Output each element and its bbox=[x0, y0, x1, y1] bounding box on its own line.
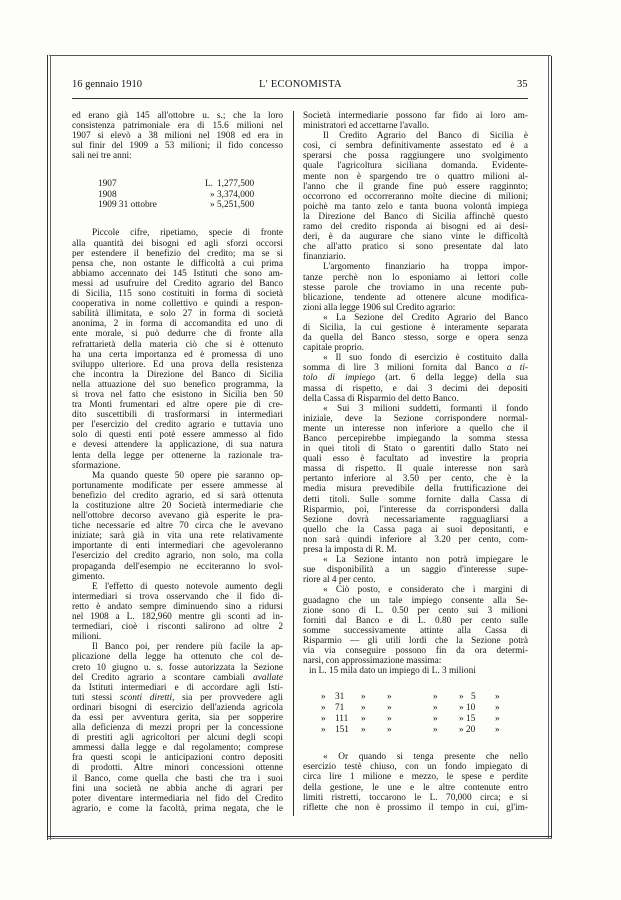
ditto-mark: » bbox=[433, 692, 438, 703]
text-line: solo di questi enti potè essere ammesso al fido bbox=[72, 430, 283, 441]
table-amount: 1,277,500 bbox=[217, 179, 255, 190]
table-row bbox=[303, 714, 528, 724]
ditto-mark: » bbox=[321, 692, 326, 703]
text-line bbox=[303, 373, 528, 383]
text-line: la costituzione altre 20 Società intermediarie che bbox=[72, 501, 283, 511]
text-line: creto 10 giugno u. s. fosse autorizzata la Sezione bbox=[72, 662, 283, 673]
ditto-mark: » bbox=[495, 692, 500, 703]
text-line: « Ciò posto, e considerato che i margini di bbox=[323, 585, 528, 596]
header-date: 16 gennaio 1910 bbox=[72, 79, 142, 90]
text-line: massa di rispetto, e dai 3 decimi dei depositi bbox=[303, 383, 528, 394]
paragraph bbox=[303, 313, 528, 353]
text-line: gimento. bbox=[72, 571, 105, 582]
text-line: retto è andato sempre diminuendo sino a ridursi bbox=[72, 601, 283, 612]
text-line: ramo del credito risponda ai bisogni ed ai desi- bbox=[303, 222, 528, 233]
italic-text: sconti diretti bbox=[119, 692, 173, 703]
page-frame-right bbox=[548, 56, 552, 838]
text-line: esercizio testè chiuso, con un fondo impiegato di bbox=[303, 762, 528, 773]
text-line: ente morale, si può dedurre che di fronte alla bbox=[72, 329, 283, 340]
table-profit: 71 bbox=[335, 703, 345, 714]
text-line: di Sicilia, 115 sono costituiti in forma di società bbox=[72, 289, 283, 300]
text-line: per estendere il benefizio del credito; ma se si bbox=[72, 248, 283, 259]
text-line: da quella del Banco stesso, sorge e opera senza bbox=[303, 333, 528, 344]
table-investment: 10 bbox=[466, 703, 476, 714]
text-line: l'esercizio del credito agrario, non solo, ma colla bbox=[72, 551, 283, 562]
table-row bbox=[303, 692, 528, 702]
paragraph bbox=[303, 111, 528, 131]
text-line: in L. 15 mila dato un impiego di L. 3 milioni bbox=[309, 666, 476, 677]
text-line: termediari, cioè i risconti salirono ad oltre 2 bbox=[72, 622, 283, 633]
column-divider bbox=[293, 111, 294, 816]
text-line: 1907 si elevò a 38 milioni nel 1908 ed era in bbox=[72, 131, 283, 142]
text-line: alla deficienza di mezzi propri per la concessione bbox=[72, 723, 283, 734]
text-line: circa lire 1 milione e mezzo, le spese e perdite bbox=[303, 772, 528, 783]
paragraph bbox=[72, 642, 283, 814]
text-line: finanziario. bbox=[303, 252, 346, 263]
ditto-mark: » bbox=[495, 703, 500, 714]
text-line: dito suscettibili di trasformarsi in intermediari bbox=[72, 410, 283, 421]
text-line: mente un interesse non inferiore a quello che il bbox=[303, 423, 528, 434]
text-line: « La Sezione intanto non potrà impiegare le bbox=[323, 555, 528, 566]
paragraph bbox=[303, 262, 528, 312]
italic-text: tolo di impiego bbox=[303, 373, 376, 384]
text-line: fini una società ne abbia anche di agrari per bbox=[72, 783, 283, 794]
italic-text: avallate bbox=[253, 672, 283, 683]
text-line: stesse parole che troviamo in una recente pub- bbox=[303, 282, 528, 293]
table-investment: 5 bbox=[471, 692, 476, 703]
text-line: milioni. bbox=[72, 632, 102, 643]
text-line: capitale proprio. bbox=[303, 343, 364, 354]
page-frame-bottom bbox=[47, 836, 552, 839]
text-line: « Or quando si tenga presente che nello bbox=[323, 752, 528, 763]
text-line: pensa che, non ostante le difficoltà a cui prima bbox=[72, 258, 283, 269]
ditto-mark: » bbox=[495, 713, 500, 724]
text-line bbox=[72, 673, 283, 683]
text-line: ordinari bisogni di esercizio dell'azienda agricola bbox=[72, 702, 283, 713]
journal-title: L' ECONOMISTA bbox=[259, 79, 342, 90]
text-line: in quei titoli di Stato o garentiti dallo Stato nei bbox=[303, 444, 528, 455]
text-line: deri, è da augurare che siano vinte le difficoltà bbox=[303, 232, 528, 243]
text-line: cooperativa in nome collettivo e quindi a respon- bbox=[72, 299, 283, 310]
text-line bbox=[72, 693, 283, 703]
text-line: la Direzione del Banco di Sicilia affinchè questo bbox=[303, 211, 528, 222]
text-line: lenta della legge per ottenerne la razionale tra- bbox=[72, 450, 283, 461]
ditto-mark: » bbox=[387, 692, 392, 703]
text-line: tanze perchè non lo esponiamo ai lettori colle bbox=[303, 272, 528, 283]
text-line: detti titoli. Sulle somme fornite dalla Cassa di bbox=[303, 494, 528, 505]
text-line: poichè ma tanto zelo e tanta buona volontà impiega bbox=[303, 201, 528, 212]
text-line: il Banco, come quella che basti che tra i suoi bbox=[72, 773, 283, 784]
text-line: ed erano già 145 all'ottobre u. s.; che la loro bbox=[72, 111, 283, 121]
text-line: Banco percepirebbe impiegando la somma stessa bbox=[303, 434, 528, 444]
table-currency: » bbox=[210, 199, 215, 210]
text-line: quali esso è facultato ad investire la propria bbox=[303, 454, 528, 465]
text-line: importante di enti intermediari che agevoleranno bbox=[72, 541, 283, 552]
ditto-mark: » bbox=[459, 692, 464, 703]
header-rule bbox=[72, 98, 528, 99]
text-line: ministratori ed accettarne l'avallo. bbox=[303, 121, 430, 132]
text-line: media misura prevedibile della fruttificazione dei bbox=[303, 484, 528, 495]
text-line: « Il suo fondo di esercizio è costituito dalla bbox=[323, 353, 528, 364]
text-line: occorrono ed occorreranno molte diecine di milioni; bbox=[303, 191, 528, 202]
ditto-mark: » bbox=[433, 703, 438, 714]
text-line: Sezione dovrà necessariamente ragguagliarsi a bbox=[303, 514, 528, 525]
text-line: da Istituti intermediari e di accordare agli Isti- bbox=[72, 682, 283, 693]
text-line: l'anno che il grande fine può essere ragginnto; bbox=[303, 181, 528, 192]
text-line: presa la imposta di R. M. bbox=[303, 545, 397, 556]
text-line: ha una certa importanza ed è promessa di uno bbox=[72, 349, 283, 360]
text-line: di prestiti agli agricoltori per alcuni degli scopi bbox=[72, 733, 283, 744]
text-line: zione sono di L. 0.50 per cento sui 3 milioni bbox=[303, 605, 528, 616]
text-line: fra questi scopi le anticipazioni contro depositi bbox=[72, 753, 283, 764]
text-line: sali nei tre anni: bbox=[72, 151, 132, 162]
text-line: via via conseguire possono fin da ora determi- bbox=[303, 645, 528, 656]
text-line: della Cassa di Risparmio del detto Banco. bbox=[303, 393, 459, 404]
table-row bbox=[303, 703, 528, 713]
ditto-mark: » bbox=[433, 724, 438, 735]
text-line: blicazione, tendente ad ottenere alcune modifica- bbox=[303, 292, 528, 303]
text-line: somme successivamente attinte alla Cassa di bbox=[303, 625, 528, 636]
text-line: quale l'agricoltura siciliana domanda. Evidente- bbox=[303, 161, 528, 172]
text-line: limiti ristretti, toccarono le L. 70,000 circa; e si bbox=[303, 792, 528, 803]
ditto-mark: » bbox=[433, 713, 438, 724]
table-currency: L. bbox=[205, 179, 214, 190]
text-line: ammessi dalla legge e dal regolamento; comprese bbox=[72, 743, 283, 754]
text-line: forniti dal Banco e di L. 0.80 per cento sulle bbox=[303, 615, 528, 626]
text-line: riore al 4 per cento. bbox=[303, 575, 376, 586]
text-line: sformazione. bbox=[72, 460, 121, 471]
text-line: poter diventare intermediaria nel fido del Credito bbox=[72, 793, 283, 804]
table-amount: 3,374,000 bbox=[217, 189, 255, 200]
ditto-mark: » bbox=[387, 713, 392, 724]
text-line bbox=[303, 363, 528, 373]
table-row bbox=[72, 179, 283, 189]
ditto-mark: » bbox=[459, 713, 464, 724]
text-line: abbiamo accennato dei 145 Istituti che sono am- bbox=[72, 268, 283, 279]
paragraph bbox=[303, 555, 528, 585]
text-line: L'argomento finanziario ha troppa impor- bbox=[323, 262, 528, 273]
table-currency: » bbox=[210, 189, 215, 200]
text-line: e devesi attendere la applicazione, di sua natura bbox=[72, 440, 283, 451]
text-segment: tuti stessi bbox=[72, 692, 120, 703]
text-line: riflette che non è prossimo il tempo in cui, gl'im- bbox=[303, 802, 528, 813]
text-line: della gestione, le une e le altre contenute entro bbox=[303, 782, 528, 793]
text-line: zioni alla legge 1906 sul Credito agrario: bbox=[303, 302, 456, 313]
text-line: nell'ottobre decorso avevano già esperite le pra- bbox=[72, 511, 283, 522]
text-segment: somma di lire 3 milioni fornita dal Banco bbox=[303, 363, 507, 374]
paragraph bbox=[303, 131, 528, 262]
text-line: che incontra la Direzione del Banco di Sicilia bbox=[72, 369, 283, 380]
text-line: messi ad usufruire del Credito agrario del Banco bbox=[72, 278, 283, 289]
right-column bbox=[303, 111, 528, 813]
page-frame-left bbox=[47, 55, 51, 840]
text-line: Ma quando queste 50 opere pie saranno op- bbox=[92, 470, 283, 481]
text-line: guadagno che un tale impiego consente alla Se- bbox=[303, 595, 528, 606]
ditto-mark: » bbox=[459, 724, 464, 735]
ditto-mark: » bbox=[361, 703, 366, 714]
table-profit: 151 bbox=[335, 724, 349, 735]
paragraph bbox=[72, 111, 283, 161]
ditto-mark: » bbox=[459, 703, 464, 714]
paragraph bbox=[72, 228, 283, 470]
text-line: Il Credito Agrario del Banco di Sicilia è bbox=[323, 131, 528, 142]
paragraph bbox=[72, 582, 283, 643]
left-column bbox=[72, 111, 283, 814]
table-profit: 31 bbox=[335, 692, 345, 703]
table-year: 1909 31 ottobre bbox=[98, 199, 157, 210]
text-line: massa di rispetto. Il quale interesse non sarà bbox=[303, 464, 528, 475]
text-segment: del Credito agrario a scontare cambiali bbox=[72, 672, 254, 683]
profit-table bbox=[303, 676, 528, 752]
table-year: 1908 bbox=[98, 189, 117, 200]
text-line: iniziale, deve la Sezione corrispondere normal- bbox=[303, 413, 528, 424]
text-line: pertanto inferiore al 3.50 per cento, che è la bbox=[303, 474, 528, 485]
ditto-mark: » bbox=[387, 703, 392, 714]
text-line: sul finir del 1909 a 53 milioni; il fido concesso bbox=[72, 141, 283, 152]
table-row bbox=[72, 190, 283, 200]
text-line: nella attuazione del suo benefico programma, la bbox=[72, 379, 283, 390]
text-line: Piccole cifre, ripetiamo, specie di fronte bbox=[92, 228, 283, 239]
page-number: 35 bbox=[517, 79, 528, 90]
paragraph bbox=[303, 404, 528, 555]
ditto-mark: » bbox=[321, 703, 326, 714]
text-line: di Sicilia, la cui gestione è interamente separata bbox=[303, 322, 528, 333]
table-investment: 20 bbox=[466, 724, 476, 735]
text-line: benefizio del credito agrario, ed si sarà ottenuta bbox=[72, 490, 283, 501]
text-line: sperarsi che possa raggiungere uno svolgimento bbox=[303, 151, 528, 162]
table-amount: 5,251,500 bbox=[217, 199, 255, 210]
text-line: Società intermediarie possono far fido ai loro am- bbox=[303, 111, 528, 121]
text-line: nel 1908 a L. 182,960 mentre gli sconti ad in- bbox=[72, 612, 283, 623]
paragraph bbox=[303, 752, 528, 813]
ditto-mark: » bbox=[495, 724, 500, 735]
text-line: per l'esercizio del credito agrario e tuttavia uno bbox=[72, 420, 283, 431]
text-line: refrattarietà della materia ciò che si è ottenuto bbox=[72, 339, 283, 350]
ditto-mark: » bbox=[361, 692, 366, 703]
table-profit: 111 bbox=[335, 713, 349, 724]
page-frame-top bbox=[49, 55, 551, 56]
text-line: mente non è spargendo tre o quattro milioni al- bbox=[303, 171, 528, 182]
text-segment: (art. 6 della legge) della sua bbox=[375, 373, 528, 384]
text-line: non sarà quindi inferiore al 3.20 per cento, com- bbox=[303, 534, 528, 545]
text-line: Il Banco poi, per rendere più facile la ap- bbox=[92, 642, 283, 653]
text-line: anonima, 2 in forma di accomandita ed uno di bbox=[72, 319, 283, 330]
ditto-mark: » bbox=[321, 724, 326, 735]
text-line: tiche necessarie ed altre 70 circa che le avevano bbox=[72, 521, 283, 532]
ditto-mark: » bbox=[361, 713, 366, 724]
text-line: plicazione della legge ha ottenuto che col de- bbox=[72, 652, 283, 663]
text-line: Risparmio — gli utili lordi che la Sezione potrà bbox=[303, 635, 528, 646]
ditto-mark: » bbox=[361, 724, 366, 735]
text-line: sviluppo ulteriore. Ed una prova della resistenza bbox=[72, 359, 283, 370]
text-line: E l'effetto di questo notevole aumento degli bbox=[92, 581, 283, 592]
text-line: che all'atto pratico si sono presentate dal lato bbox=[303, 242, 528, 253]
paragraph bbox=[303, 353, 528, 403]
ditto-mark: » bbox=[387, 724, 392, 735]
paragraph bbox=[303, 666, 528, 676]
text-line: si trova nel fatto che esistono in Sicilia ben 50 bbox=[72, 389, 283, 400]
text-line: agrario, e come la facoltà, prima negata, che le bbox=[72, 803, 283, 814]
text-segment: , sia per provvedere agli bbox=[172, 692, 283, 703]
paragraph bbox=[72, 471, 283, 582]
text-line: sue disponibilità a un saggio d'interesse supe- bbox=[303, 565, 528, 576]
text-line: da essi per avventura gerita, sia per sopperire bbox=[72, 712, 283, 723]
table-row bbox=[72, 200, 283, 210]
text-line: sabilità illimitata, e solo 27 in forma di società bbox=[72, 309, 283, 320]
text-line: narsi, con approssimazione massima: bbox=[303, 656, 442, 667]
text-line: così, ci sembra definitivamente assestato ed è a bbox=[303, 141, 528, 152]
paragraph bbox=[303, 585, 528, 666]
text-line: consistenza patrimoniale era di 15.6 milioni nel bbox=[72, 121, 283, 132]
text-line: « La Sezione del Credito Agrario del Banco bbox=[323, 312, 528, 323]
text-line: alla quantità dei bisogni ed agli sforzi occorsi bbox=[72, 238, 283, 249]
text-line: quello che la Cassa paga ai suoi depositanti, e bbox=[303, 524, 528, 535]
table-row bbox=[303, 725, 528, 735]
table-year: 1907 bbox=[98, 179, 117, 190]
table-investment: 15 bbox=[466, 713, 476, 724]
text-line: propaganda dell'esempio ne ecciteranno lo svol- bbox=[72, 561, 283, 572]
text-line: tra Monti frumentari ed altre opere pie di cre- bbox=[72, 400, 283, 411]
text-line: portunamente modificate per essere ammesse al bbox=[72, 480, 283, 491]
text-line: « Sui 3 milioni suddetti, formanti il fondo bbox=[323, 403, 528, 414]
text-line: intermediari si trova osservando che il fido di- bbox=[72, 591, 283, 602]
ditto-mark: » bbox=[321, 713, 326, 724]
credit-table bbox=[72, 161, 283, 228]
italic-text: a ti- bbox=[506, 363, 528, 374]
text-line: iniziate; sarà già in vita una rete relativamente bbox=[72, 531, 283, 542]
text-line: Risparmio, poi, l'interesse da corrispondersi dalla bbox=[303, 504, 528, 515]
text-line: di prodotti. Altre minori concessioni ottenne bbox=[72, 763, 283, 774]
